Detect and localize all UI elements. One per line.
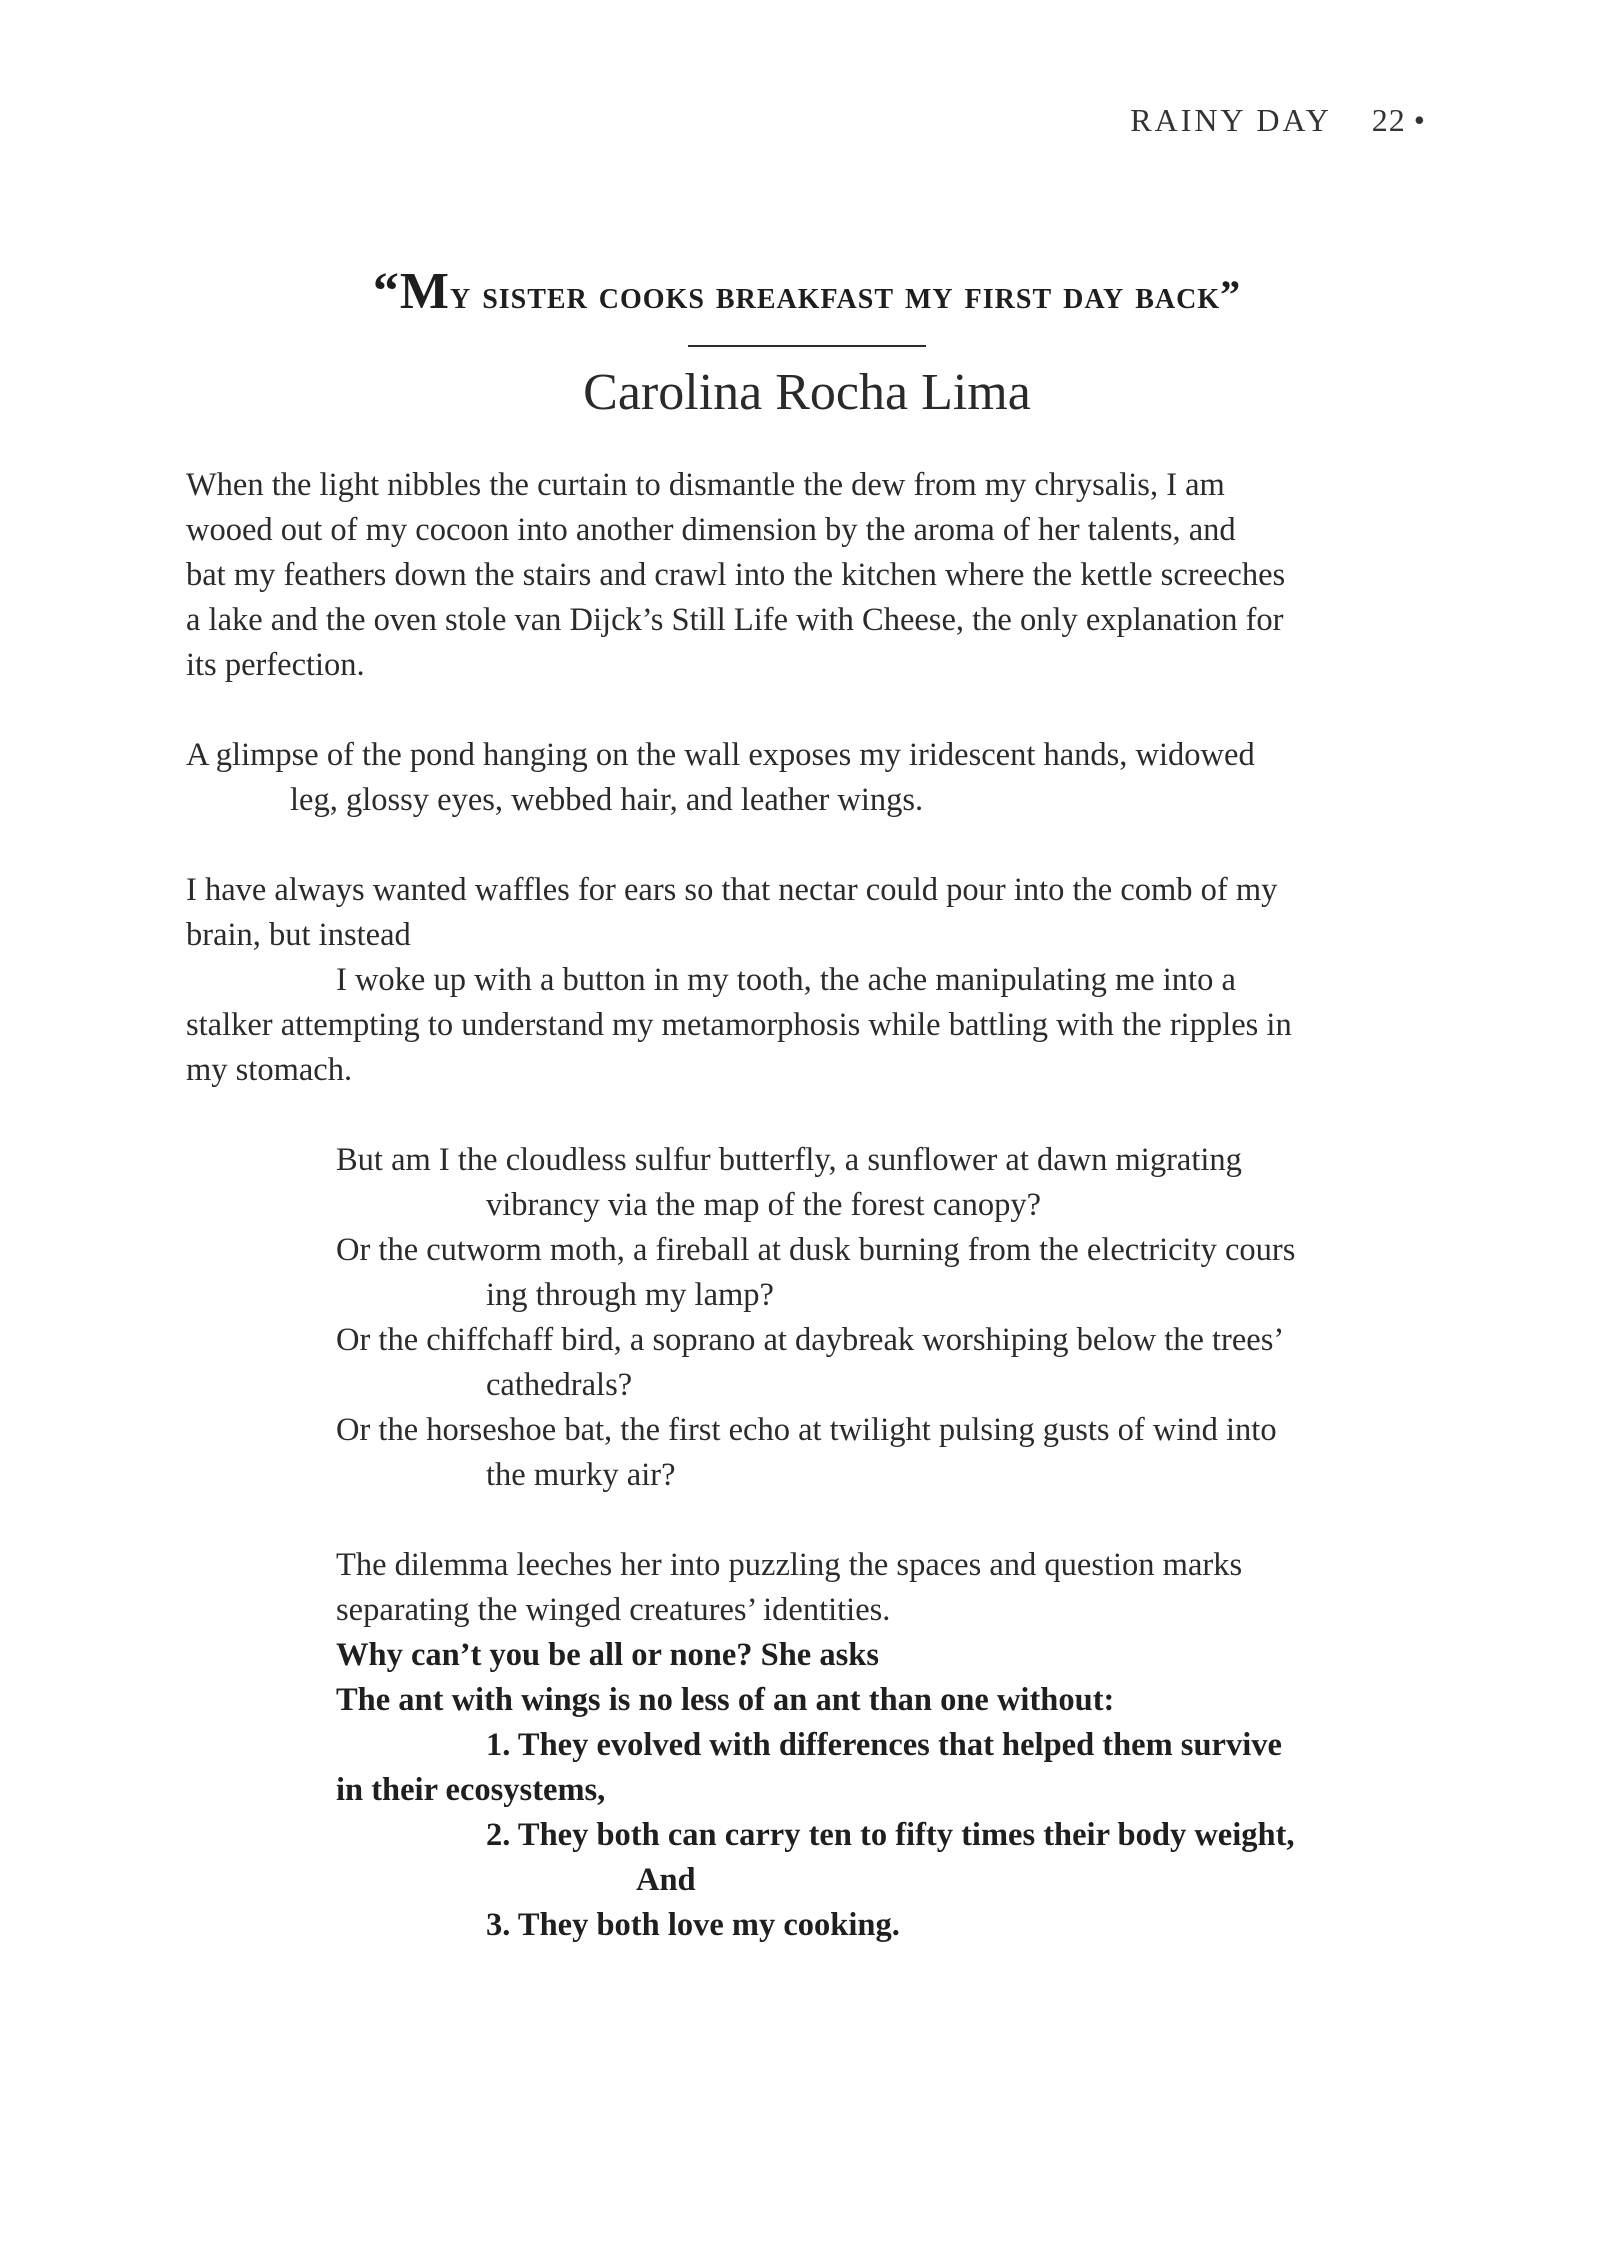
poem-line: my stomach. [186, 1052, 353, 1088]
poem-line: the murky air? [486, 1457, 676, 1493]
title-initial: “M [372, 263, 450, 320]
poem-line: Or the chiffchaff bird, a soprano at daybreak worshiping below the trees’ [336, 1322, 1285, 1358]
page-number: 22 [1371, 102, 1406, 138]
poem-line: But am I the cloudless sulfur butterfly, a sunflower at dawn migrating [336, 1142, 1242, 1178]
poem-line: its perfection. [186, 647, 365, 683]
numbered-line: 1. They evolved with differences that helped them survive [486, 1727, 1282, 1763]
poem-line: wooed out of my cocoon into another dimension by the aroma of her talents, and [186, 512, 1236, 548]
poem-line: brain, but instead [186, 917, 411, 953]
poem-line: I woke up with a button in my tooth, the ache manipulating me into a [336, 962, 1236, 998]
poem-line: cathedrals? [486, 1367, 633, 1403]
poem-line-bold: Why can’t you be all or none? She asks [336, 1637, 879, 1673]
title-rest: y sister cooks breakfast my first day back” [449, 272, 1242, 317]
numbered-line: 3. They both love my cooking. [486, 1907, 900, 1943]
poem-line-bold: The ant with wings is no less of an ant than one without: [336, 1682, 1115, 1718]
poem-line: Or the cutworm moth, a fireball at dusk burning from the electricity cours [336, 1232, 1296, 1268]
poem-line-bold: And [636, 1862, 696, 1898]
poem-line: bat my feathers down the stairs and crawl into the kitchen where the kettle screeches [186, 557, 1286, 593]
poem-line: leg, glossy eyes, webbed hair, and leather wings. [290, 782, 924, 818]
running-head-section: RAINY DAY [1130, 102, 1332, 138]
poem-line: A glimpse of the pond hanging on the wall exposes my iridescent hands, widowed [186, 737, 1255, 773]
poem-line: vibrancy via the map of the forest canopy? [486, 1187, 1041, 1223]
poem-line: When the light nibbles the curtain to dismantle the dew from my chrysalis, I am [186, 467, 1225, 503]
poem-line-bold: in their ecosystems, [336, 1772, 606, 1808]
author-name: Carolina Rocha Lima [583, 364, 1031, 421]
running-head-bullet: • [1413, 102, 1428, 138]
poem-line: separating the winged creatures’ identities. [336, 1592, 891, 1628]
poem-line: I have always wanted waffles for ears so that nectar could pour into the comb of my [186, 872, 1278, 908]
poem-line: a lake and the oven stole van Dijck’s Still Life with Cheese, the only explanation for [186, 602, 1284, 638]
poem-line: ing through my lamp? [486, 1277, 774, 1313]
poem-line: stalker attempting to understand my metamorphosis while battling with the ripples in [186, 1007, 1292, 1043]
poem-line: The dilemma leeches her into puzzling the spaces and question marks [336, 1547, 1243, 1583]
numbered-line: 2. They both can carry ten to fifty times their body weight, [486, 1817, 1295, 1853]
poem-line: Or the horseshoe bat, the first echo at twilight pulsing gusts of wind into [336, 1412, 1277, 1448]
